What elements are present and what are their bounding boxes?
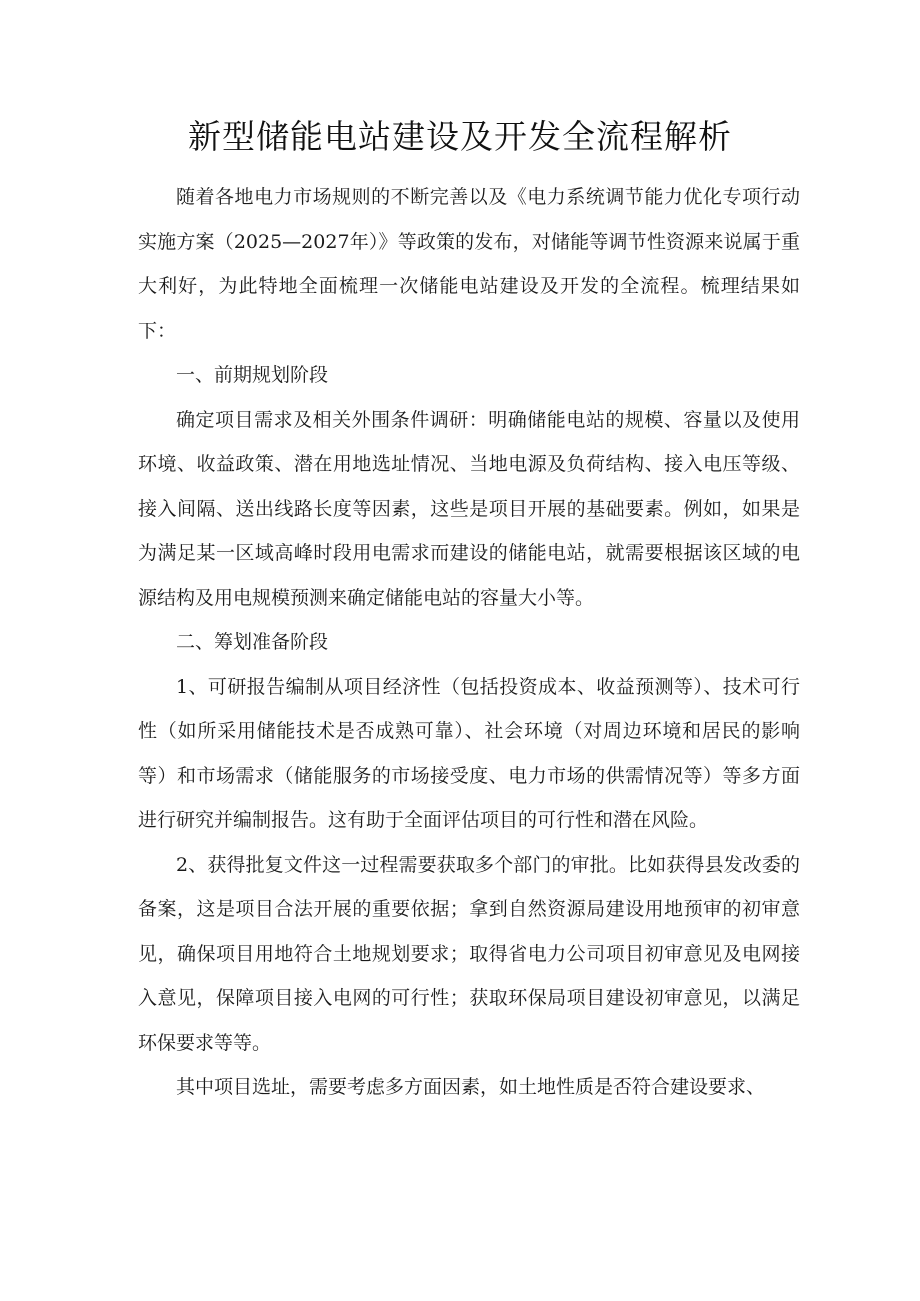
paragraph-approvals: 2、获得批复文件这一过程需要获取多个部门的审批。比如获得县发改委的备案，这是项目合法开展的重要依据；拿到自然资源局建设用地预审的初审意见，确保项目用地符合土地规划要求；取得省电力公司项目初审意见及电网接入意见，保障项目接入电网的可行性；获取环保局项目建设初审意见，以满足环保要求等等。	[138, 853, 800, 1054]
paragraph-site-selection: 其中项目选址，需要考虑多方面因素，如土地性质是否符合建设要求、	[176, 1076, 766, 1098]
paragraph-feasibility-report: 1、可研报告编制从项目经济性（包括投资成本、收益预测等）、技术可行性（如所采用储能技术是否成熟可靠）、社会环境（对周边环境和居民的影响等）和市场需求（储能服务的市场接受度、电力市场的供需情况等）等多方面进行研究并编制报告。这有助于全面评估项目的可行性和潜在风险。	[138, 675, 800, 831]
paragraph-planning: 确定项目需求及相关外围条件调研：明确储能电站的规模、容量以及使用环境、收益政策、潜在用地选址情况、当地电源及负荷结构、接入电压等级、接入间隔、送出线路长度等因素，这些是项目开展的基础要素。例如，如果是为满足某一区域高峰时段用电需求而建设的储能电站，就需要根据该区域的电源结构及用电规模预测来确定储能电站的容量大小等。	[138, 408, 800, 609]
paragraph-intro: 随着各地电力市场规则的不断完善以及《电力系统调节能力优化专项行动实施方案（2025—2027年）》等政策的发布，对储能等调节性资源来说属于重大利好，为此特地全面梳理一次储能电站建设及开发的全流程。梳理结果如下：	[138, 186, 800, 342]
document-body	[138, 175, 800, 1110]
document-title: 新型储能电站建设及开发全流程解析	[188, 117, 732, 156]
section-heading-preparation: 二、筹划准备阶段	[176, 631, 329, 653]
section-heading-planning: 一、前期规划阶段	[176, 364, 329, 386]
